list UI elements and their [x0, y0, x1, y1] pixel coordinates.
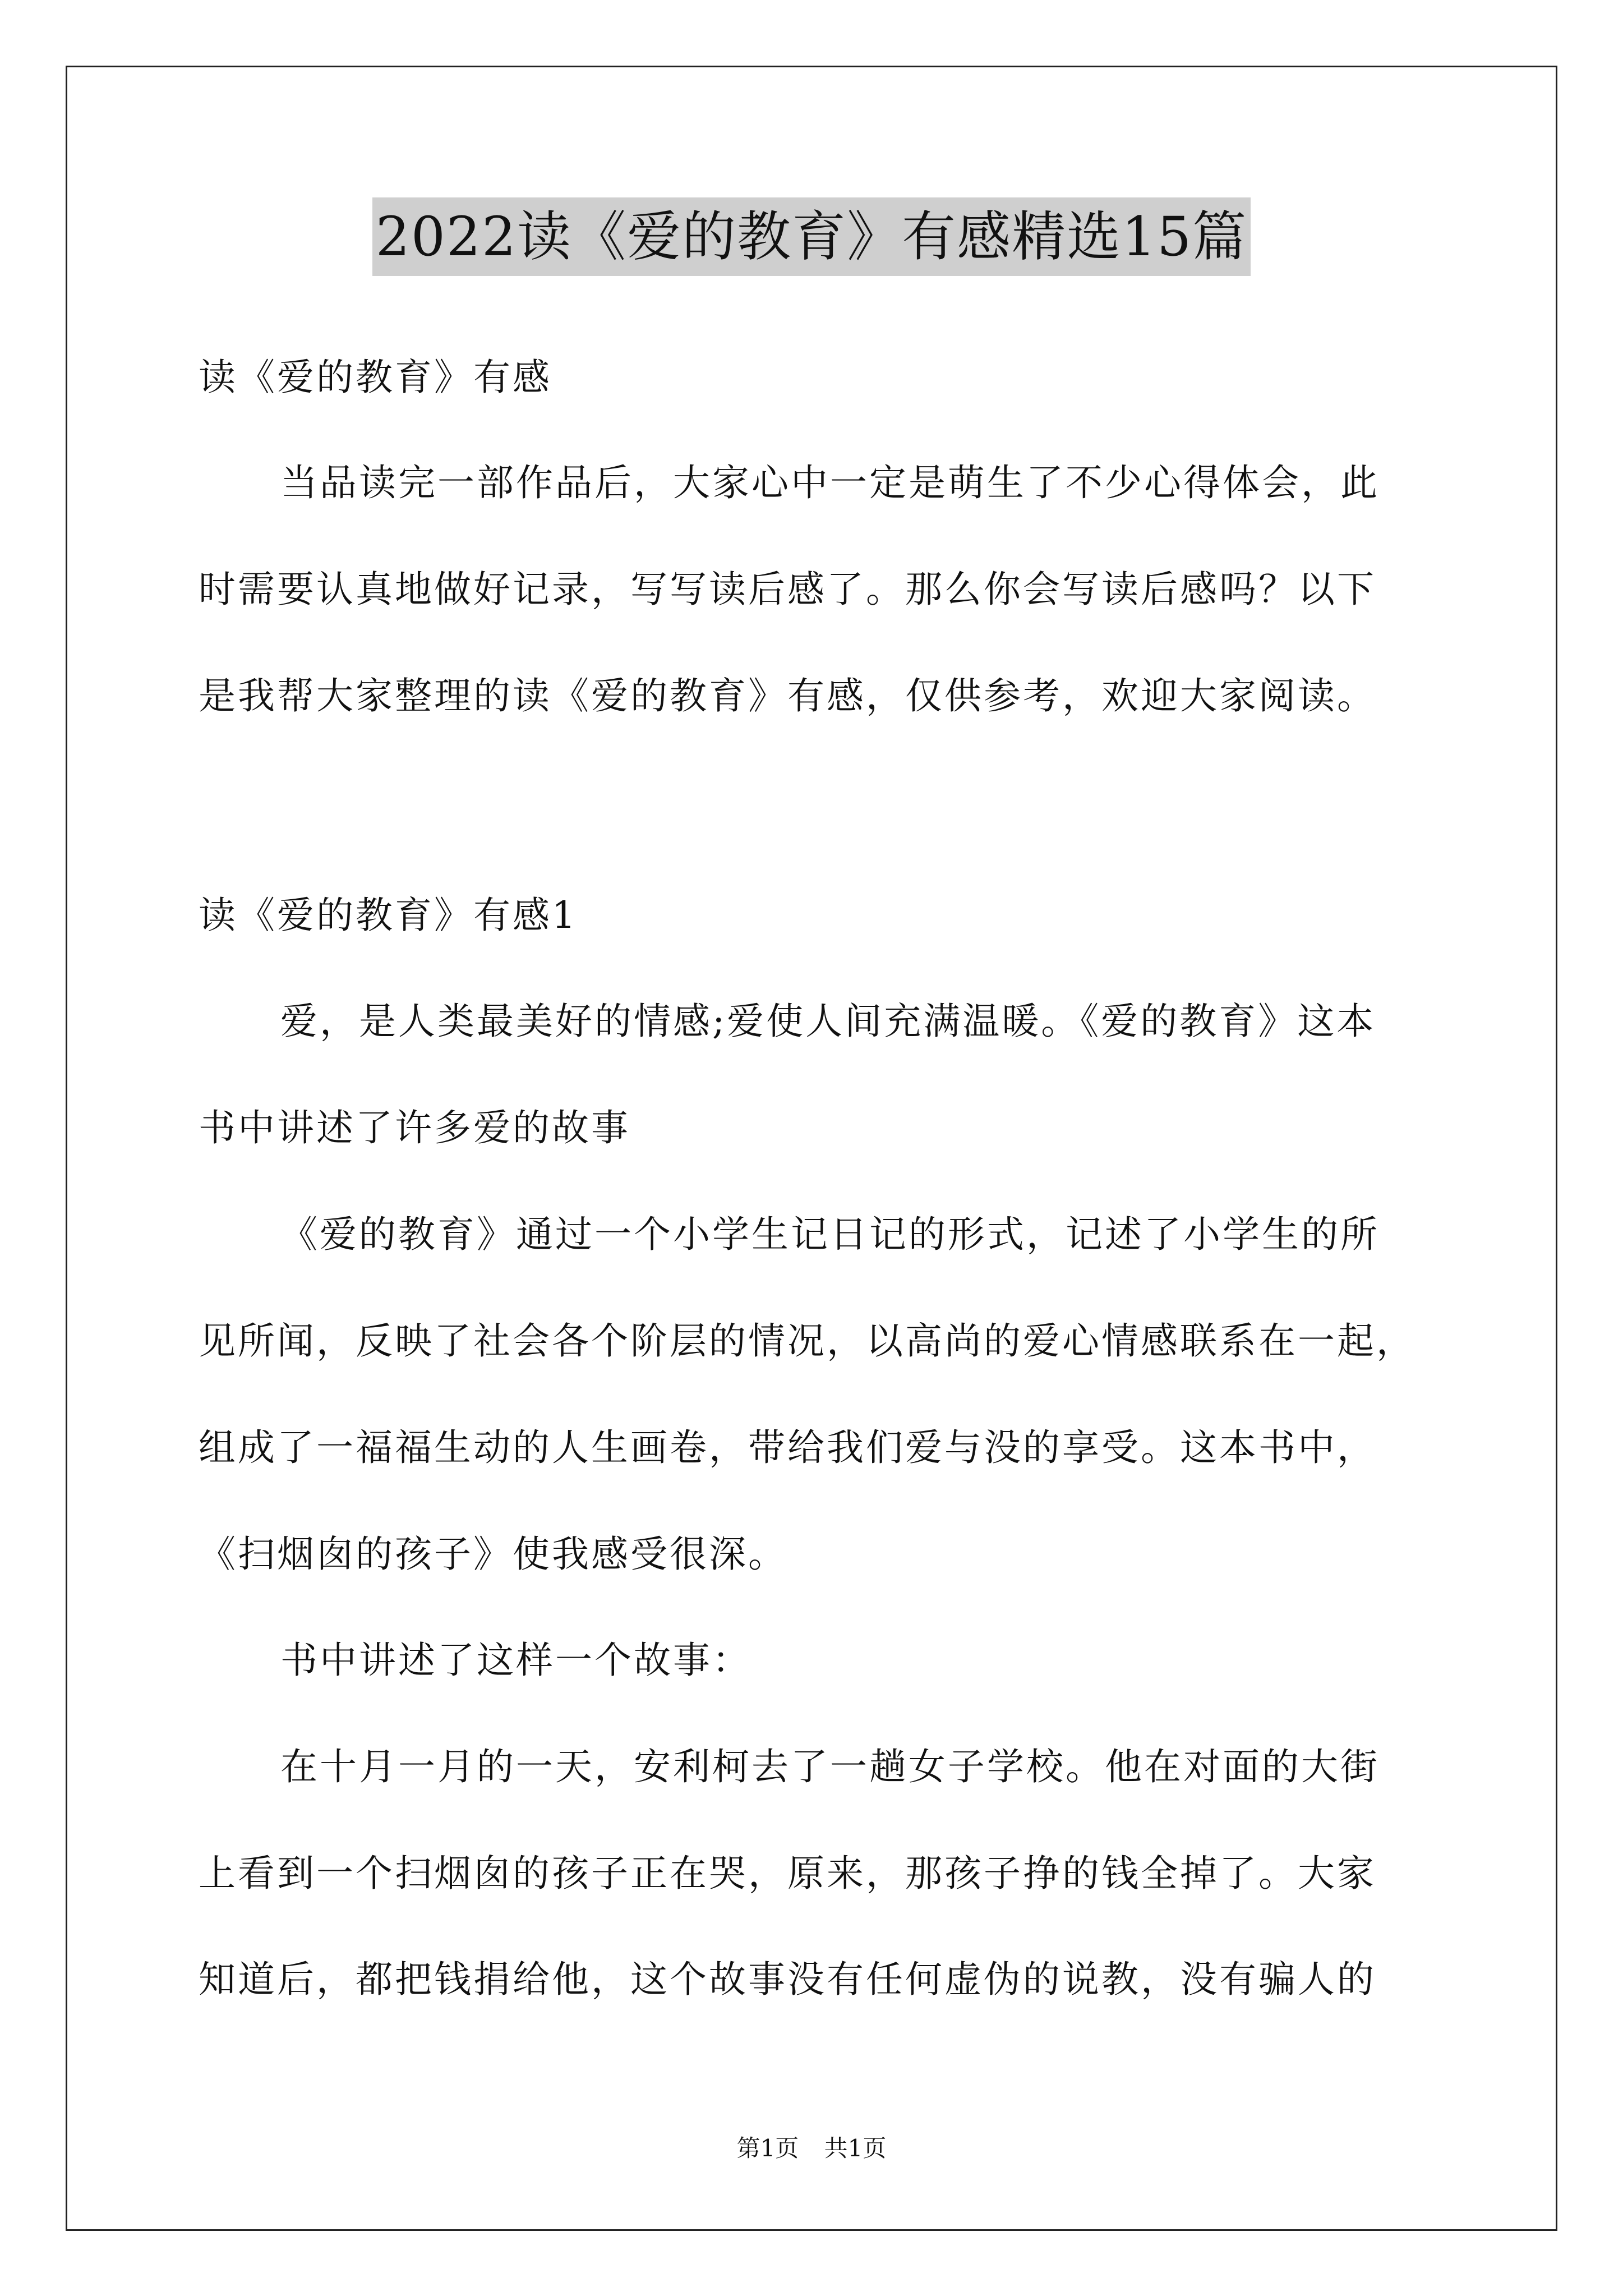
- title-container: [0, 197, 1623, 276]
- page-total: 共1页: [824, 2134, 887, 2162]
- page-footer: [0, 2132, 1623, 2165]
- section-heading: 读《爱的教育》有感1: [199, 894, 578, 937]
- document-title: 2022读《爱的教育》有感精选15篇: [372, 197, 1251, 276]
- paragraph-line: 是我帮大家整理的读《爱的教育》有感，仅供参考，欢迎大家阅读。: [199, 674, 1376, 717]
- paragraph-line: 时需要认真地做好记录，写写读后感了。那么你会写读后感吗？以下: [199, 568, 1376, 611]
- page-number: 第1页: [736, 2134, 799, 2162]
- paragraph-line: 知道后，都把钱捐给他，这个故事没有任何虚伪的说教，没有骗人的: [199, 1958, 1376, 2001]
- paragraph-line: 《扫烟囱的孩子》使我感受很深。: [199, 1533, 787, 1576]
- paragraph-line: 书中讲述了这样一个故事：: [280, 1639, 751, 1682]
- paragraph-line: 《爱的教育》通过一个小学生记日记的形式，记述了小学生的所: [280, 1213, 1380, 1256]
- paragraph-line: 爱，是人类最美好的情感;爱使人间充满温暖。《爱的教育》这本: [280, 1000, 1376, 1043]
- paragraph-line: 组成了一福福生动的人生画卷，带给我们爱与没的享受。这本书中，: [199, 1426, 1376, 1469]
- paragraph-line: 书中讲述了许多爱的故事: [199, 1106, 630, 1149]
- paragraph-line: 当品读完一部作品后，大家心中一定是萌生了不少心得体会，此: [280, 461, 1380, 504]
- paragraph-line: 上看到一个扫烟囱的孩子正在哭，原来，那孩子挣的钱全掉了。大家: [199, 1852, 1376, 1895]
- paragraph-line: 在十月一月的一天，安利柯去了一趟女子学校。他在对面的大街: [280, 1745, 1380, 1788]
- paragraph-line: 见所闻，反映了社会各个阶层的情况，以高尚的爱心情感联系在一起，: [199, 1319, 1415, 1363]
- section-heading: 读《爱的教育》有感: [199, 356, 552, 399]
